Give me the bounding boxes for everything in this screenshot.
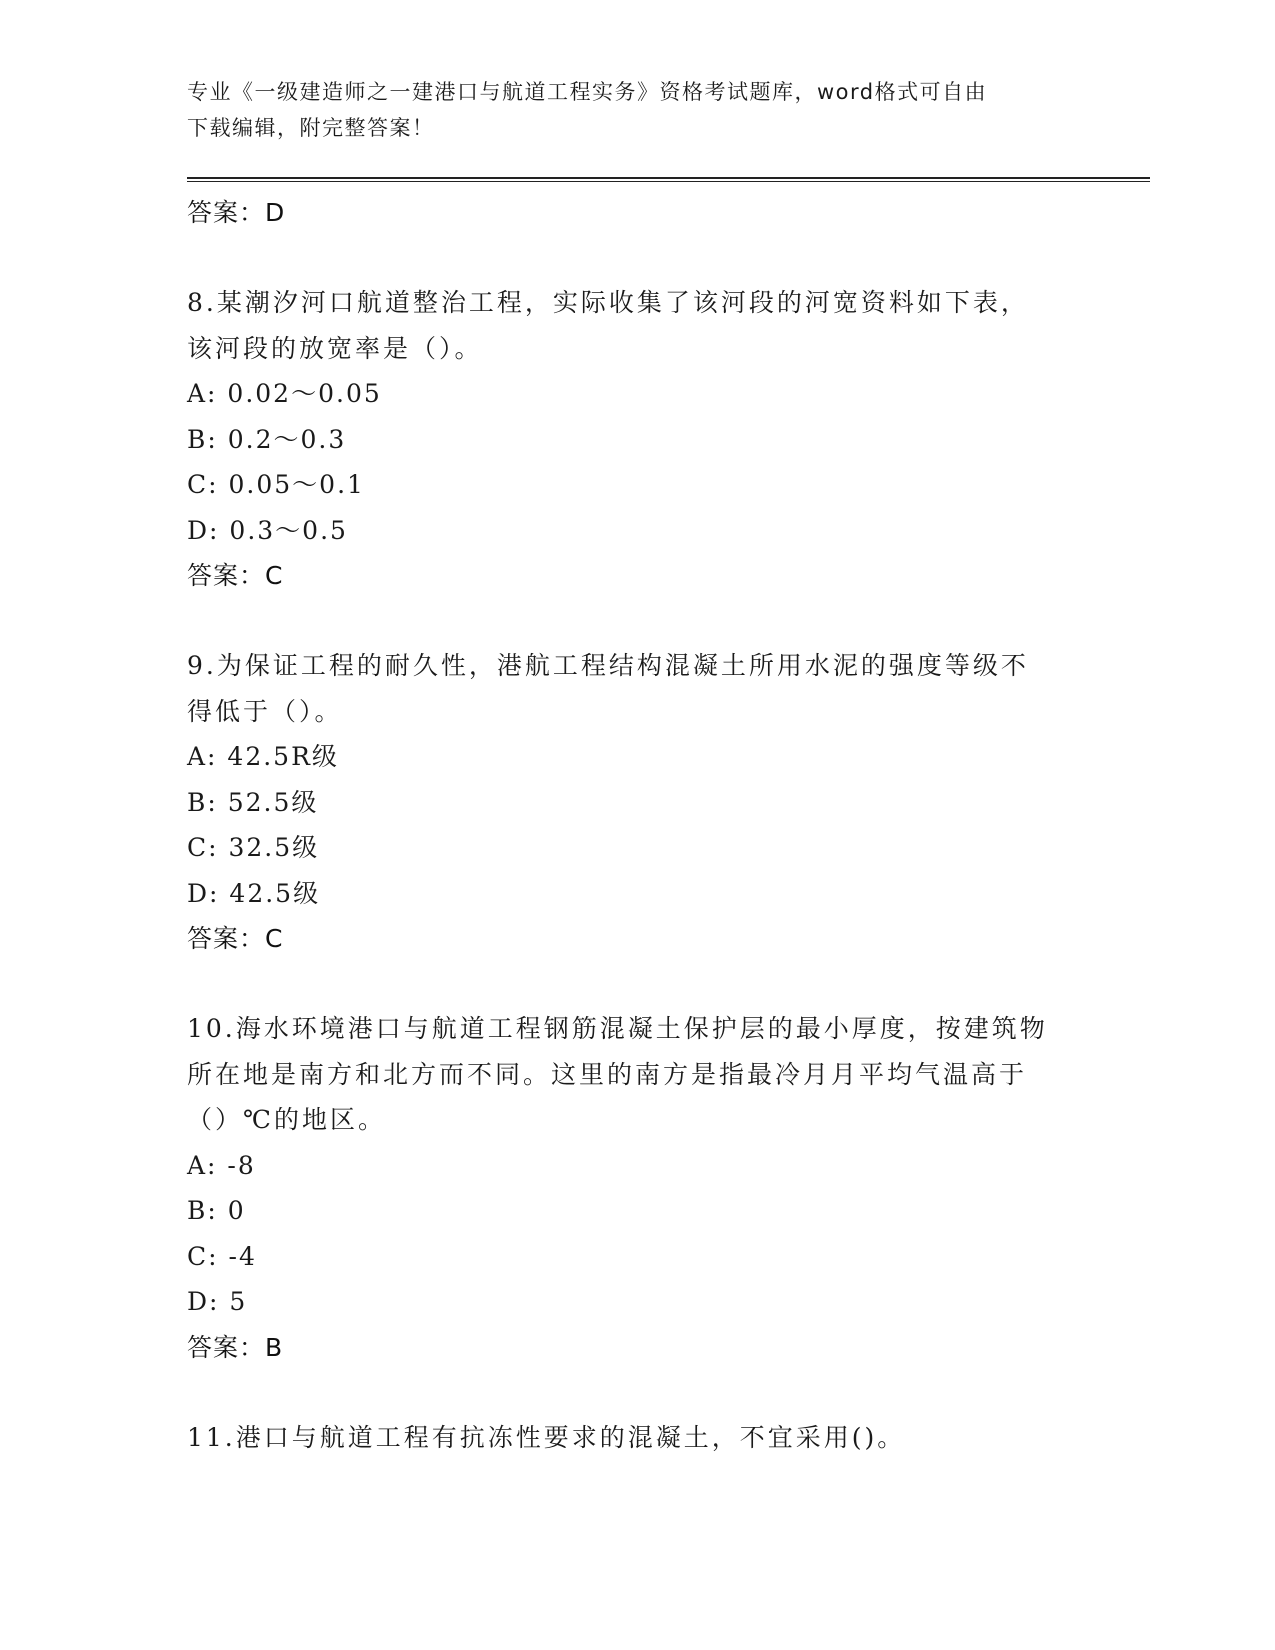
option-c: C: 0.05～0.1 — [187, 470, 365, 499]
option-d: D: 42.5级 — [187, 878, 321, 908]
header-divider — [187, 177, 1150, 182]
stem-line: 得低于（）。 — [187, 696, 343, 726]
question-9 — [187, 643, 1087, 961]
stem-line: 10.海水环境港口与航道工程钢筋混凝土保护层的最小厚度，按建筑物 — [187, 1014, 1048, 1043]
option-a: A: 42.5R级 — [187, 742, 339, 771]
header-line-1: 专业《一级建造师之一建港口与航道工程实务》资格考试题库，word格式可自由 — [187, 80, 988, 104]
question-stem — [187, 280, 1057, 371]
answer-line: 答案：D — [187, 198, 286, 227]
header-line-2: 下载编辑，附完整答案！ — [187, 116, 435, 140]
stem-line: 8.某潮汐河口航道整治工程，实际收集了该河段的河宽资料如下表， — [187, 288, 1029, 317]
option-c: C: -4 — [187, 1241, 257, 1271]
option-d: D: 0.3～0.5 — [187, 515, 348, 545]
question-stem — [187, 643, 1057, 734]
answer-line: 答案：B — [187, 1332, 284, 1362]
answer-line: 答案：C — [187, 561, 284, 590]
stem-line: 11.港口与航道工程有抗冻性要求的混凝土，不宜采用()。 — [187, 1422, 906, 1452]
option-b: B: 0.2～0.3 — [187, 424, 347, 454]
question-stem — [187, 1415, 1057, 1461]
option-d: D: 5 — [187, 1287, 248, 1316]
stem-line: （）℃的地区。 — [187, 1105, 386, 1134]
question-list — [187, 190, 1087, 1460]
question-stem — [187, 1006, 1057, 1143]
option-c: C: 32.5级 — [187, 833, 320, 862]
stem-line: 所在地是南方和北方而不同。这里的南方是指最冷月月平均气温高于 — [187, 1059, 1028, 1089]
option-a: A: -8 — [187, 1150, 256, 1180]
question-10 — [187, 1006, 1087, 1370]
stem-line: 该河段的放宽率是（）。 — [187, 333, 483, 363]
option-b: B: 52.5级 — [187, 787, 319, 817]
stem-line: 9.为保证工程的耐久性，港航工程结构混凝土所用水泥的强度等级不 — [187, 651, 1029, 680]
option-b: B: 0 — [187, 1196, 246, 1225]
option-a: A: 0.02～0.05 — [187, 379, 382, 408]
page-header — [187, 74, 1067, 146]
question-11 — [187, 1415, 1087, 1461]
question-8 — [187, 280, 1087, 598]
answer-line: 答案：C — [187, 924, 284, 953]
